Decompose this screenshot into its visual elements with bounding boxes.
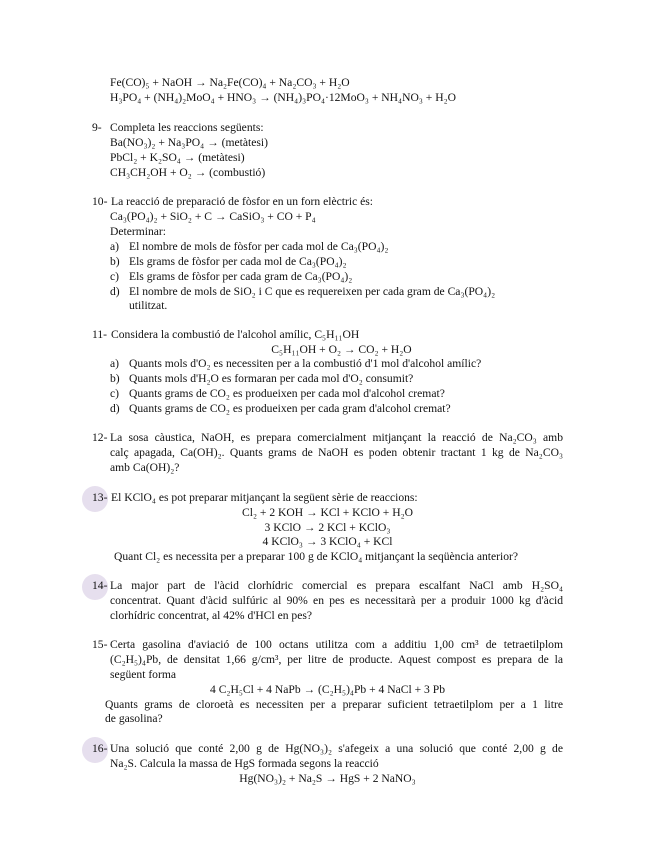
q11-letter-c: c) <box>110 387 120 400</box>
q10-item-d-line1: El nombre de mols de SiO₂ i C que es requereixen per cada gram de Ca₃(PO₄)₂ <box>129 285 496 298</box>
q15-line-3: següent forma <box>110 668 176 681</box>
q15-line-2: (C₂H₅)₄Pb, de densitat 1,66 g/cm³, per litre de producte. Aquest compost es prepara de la <box>110 653 563 666</box>
question-number-11: 11- <box>92 328 108 341</box>
question-number-16: 16- <box>92 742 108 755</box>
q11-equation: C₅H₁₁OH + O₂ → CO₂ + H₂O <box>271 343 412 356</box>
q12-line-2: calç apagada, Ca(OH)₂. Quants grams de NaOH es poden obtenir tractant 1 kg de Na₂CO₃ <box>110 446 563 459</box>
q10-item-c: Els grams de fòsfor per cada gram de Ca₃(PO₄)₂ <box>129 270 353 283</box>
q9-intro: Completa les reaccions següents: <box>110 121 264 134</box>
q10-letter-c: c) <box>110 270 120 283</box>
q13-question: Quant Cl₂ es necessita per a preparar 100 g de KClO₄ mitjançant la seqüència anterior? <box>114 550 519 563</box>
q9-reaction-3: CH₃CH₂OH + O₂ → (combustió) <box>110 166 266 179</box>
question-number-9: 9- <box>92 121 102 134</box>
q10-item-b: Els grams de fòsfor per cada mol de Ca₃(PO₄)₂ <box>129 255 347 268</box>
q14-line-3: clorhídric concentrat, al 42% d'HCl en pes? <box>110 609 313 622</box>
q10-item-a: El nombre de mols de fòsfor per cada mol de Ca₃(PO₄)₂ <box>129 240 389 253</box>
question-number-13: 13- <box>92 491 108 504</box>
q14-line-2: concentrat. Quant d'àcid sulfúric al 90% en pes es necessitarà per a produir 1000 kg d'àcid <box>110 594 563 607</box>
q13-equation-3: 4 KClO₃ → 3 KClO₄ + KCl <box>262 535 393 548</box>
q16-line-1: Una solució que conté 2,00 g de Hg(NO₃)₂ s'afegeix a una solució que conté 2,00 g de <box>110 742 563 755</box>
q9-reaction-2: PbCl₂ + K₂SO₄ → (metàtesi) <box>110 151 245 164</box>
q11-item-d: Quants grams de CO₂ es produeixen per cada gram d'alcohol cremat? <box>129 402 451 415</box>
q13-equation-2: 3 KClO → 2 KCl + KClO₃ <box>264 521 391 534</box>
q10-letter-b: b) <box>110 255 120 268</box>
q10-letter-a: a) <box>110 240 120 253</box>
q10-letter-d: d) <box>110 285 120 298</box>
q10-intro: La reacció de preparació de fòsfor en un forn elèctric és: <box>111 195 374 208</box>
q15-line-1: Certa gasolina d'aviació de 100 octans utilitza com a additiu 1,00 cm³ de tetraetilplom <box>110 638 563 651</box>
question-number-15: 15- <box>92 638 108 651</box>
q13-intro: El KClO₄ es pot preparar mitjançant la següent sèrie de reaccions: <box>111 491 418 504</box>
q12-line-1: La sosa càustica, NaOH, es prepara comercialment mitjançant la reacció de Na₂CO₃ amb <box>110 431 563 444</box>
q16-line-2: Na₂S. Calcula la massa de HgS formada segons la reacció <box>110 757 379 770</box>
q15-question-line-2: de gasolina? <box>105 712 163 725</box>
q12-line-3: amb Ca(OH)₂? <box>110 461 180 474</box>
q16-equation: Hg(NO₃)₂ + Na₂S → HgS + 2 NaNO₃ <box>239 772 416 785</box>
q9-reaction-1: Ba(NO₃)₂ + Na₃PO₄ → (metàtesi) <box>110 136 268 149</box>
q10-equation: Ca₃(PO₄)₂ + SiO₂ + C → CaSiO₃ + CO + P₄ <box>110 210 316 223</box>
top-equation-1: Fe(CO)₅ + NaOH → Na₂Fe(CO)₄ + Na₂CO₃ + H₂O <box>110 76 350 89</box>
q11-intro: Considera la combustió de l'alcohol amílic, C₅H₁₁OH <box>111 328 360 341</box>
question-number-10: 10- <box>92 195 108 208</box>
q11-letter-b: b) <box>110 372 120 385</box>
q10-item-d-line2: utilitzat. <box>129 299 168 312</box>
q11-letter-a: a) <box>110 357 120 370</box>
question-number-12: 12- <box>92 431 108 444</box>
q14-line-1: La major part de l'àcid clorhídric comercial es prepara escalfant NaCl amb H₂SO₄ <box>110 579 563 592</box>
q11-letter-d: d) <box>110 402 120 415</box>
q11-item-b: Quants mols d'H₂O es formaran per cada mol d'O₂ consumit? <box>129 372 414 385</box>
q15-question-line-1: Quants grams de cloroetà es necessiten per a preparar suficient tetraetilplom per a 1 litre <box>105 698 563 711</box>
q11-item-c: Quants grams de CO₂ es produeixen per cada mol d'alcohol cremat? <box>129 387 445 400</box>
top-equation-2: H₃PO₄ + (NH₄)₂MoO₄ + HNO₃ → (NH₄)₃PO₄·12MoO₃ + NH₄NO₃ + H₂O <box>110 91 456 104</box>
question-number-14: 14- <box>92 579 108 592</box>
q11-item-a: Quants mols d'O₂ es necessiten per a la combustió d'1 mol d'alcohol amílic? <box>129 357 482 370</box>
q15-equation: 4 C₂H₅Cl + 4 NaPb → (C₂H₅)₄Pb + 4 NaCl + 3 Pb <box>210 683 445 696</box>
q13-equation-1: Cl₂ + 2 KOH → KCl + KClO + H₂O <box>241 506 414 519</box>
q10-determinar: Determinar: <box>110 225 167 238</box>
